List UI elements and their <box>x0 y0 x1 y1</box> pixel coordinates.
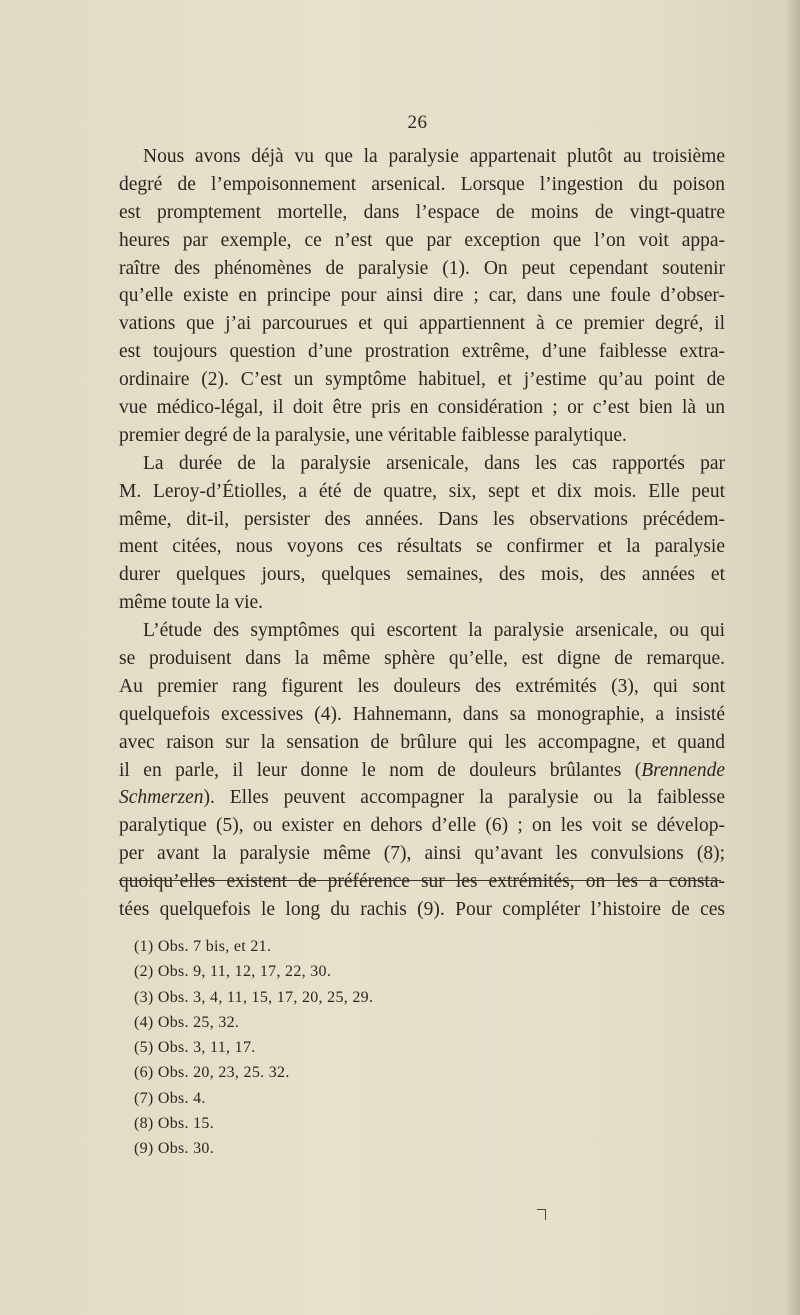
text-line: tées quelquefois le long du rachis (9). Pour compléter l’histoire de ces <box>119 899 725 921</box>
footnotes <box>134 934 373 1162</box>
text-line: raître des phénomènes de paralysie (1). On peut cependant soutenir <box>119 257 725 279</box>
text-line: vue médico-légal, il doit être pris en considération ; or c’est bien là un <box>119 397 725 419</box>
footnote-separator-rule <box>119 880 721 881</box>
text-line: il en parle, il leur donne le nom de douleurs brûlantes (Brennende <box>119 759 725 781</box>
text-line: même toute la vie. <box>119 592 264 614</box>
body-text <box>119 143 725 924</box>
footnote: (5) Obs. 3, 11, 17. <box>134 1039 256 1057</box>
text-line: Schmerzen). Elles peuvent accompagner la paralysie ou la faiblesse <box>119 787 725 809</box>
text-line: La durée de la paralysie arsenicale, dans les cas rapportés par <box>143 452 725 474</box>
text-line: paralytique (5), ou exister en dehors d’elle (6) ; on les voit se dévelop- <box>119 815 725 837</box>
text-line: est promptement mortelle, dans l’espace de moins de vingt-quatre <box>119 201 725 223</box>
page-edge-shadow <box>786 0 800 1315</box>
text-line: ordinaire (2). C’est un symptôme habituel, et j’estime qu’au point de <box>119 369 725 391</box>
text-line: degré de l’empoisonnement arsenical. Lorsque l’ingestion du poison <box>119 173 725 195</box>
footnote: (2) Obs. 9, 11, 12, 17, 22, 30. <box>134 963 332 981</box>
italic-term: Schmerzen <box>119 787 204 809</box>
text-line: Au premier rang figurent les douleurs des extrémités (3), qui sont <box>119 675 725 697</box>
text-line: quoiqu’elles existent de préférence sur les extrémités, on les a consta- <box>119 871 725 893</box>
text-line: est toujours question d’une prostration extrême, d’une faiblesse extra- <box>119 341 725 363</box>
text-line: Nous avons déjà vu que la paralysie appartenait plutôt au troisième <box>143 146 725 167</box>
text-line: vations que j’ai parcourues et qui appartiennent à ce premier degré, il <box>119 313 725 335</box>
footnote: (4) Obs. 25, 32. <box>134 1013 240 1031</box>
italic-term: Brennende <box>641 759 725 781</box>
text-line: M. Leroy-d’Étiolles, a été de quatre, six, sept et dix mois. Elle peut <box>119 480 725 502</box>
page-number: 26 <box>407 112 428 133</box>
text-line: avec raison sur la sensation de brûlure qui les accompagne, et quand <box>119 731 725 753</box>
text-line: qu’elle existe en principe pour ainsi dire ; car, dans une foule d’obser- <box>119 285 725 307</box>
footnote: (3) Obs. 3, 4, 11, 15, 17, 20, 25, 29. <box>134 988 374 1006</box>
text-line: premier degré de la paralysie, une véritable faiblesse paralytique. <box>119 424 627 446</box>
footnote: (6) Obs. 20, 23, 25. 32. <box>134 1064 290 1082</box>
text-line: quelquefois excessives (4). Hahnemann, dans sa monographie, a insisté <box>119 703 725 725</box>
footnote: (1) Obs. 7 bis, et 21. <box>134 938 272 955</box>
text-line: ment citées, nous voyons ces résultats se confirmer et la paralysie <box>119 536 725 558</box>
footnote: (9) Obs. 30. <box>134 1140 215 1158</box>
text-line: per avant la paralysie même (7), ainsi qu’avant les convulsions (8); <box>119 843 725 865</box>
text-line: même, dit-il, persister des années. Dans les observations précédem- <box>119 508 725 530</box>
footnote: (8) Obs. 15. <box>134 1115 215 1133</box>
footnote: (7) Obs. 4. <box>134 1089 206 1107</box>
text-line: heures par exemple, ce n’est que par exception que l’on voit appa- <box>119 229 725 251</box>
text-line: se produisent dans la même sphère qu’elle, est digne de remarque. <box>119 648 725 670</box>
text-line: L’étude des symptômes qui escortent la paralysie arsenicale, ou qui <box>143 620 725 642</box>
printer-corner-mark <box>537 1209 546 1220</box>
text-line: durer quelques jours, quelques semaines, des mois, des années et <box>119 564 725 586</box>
